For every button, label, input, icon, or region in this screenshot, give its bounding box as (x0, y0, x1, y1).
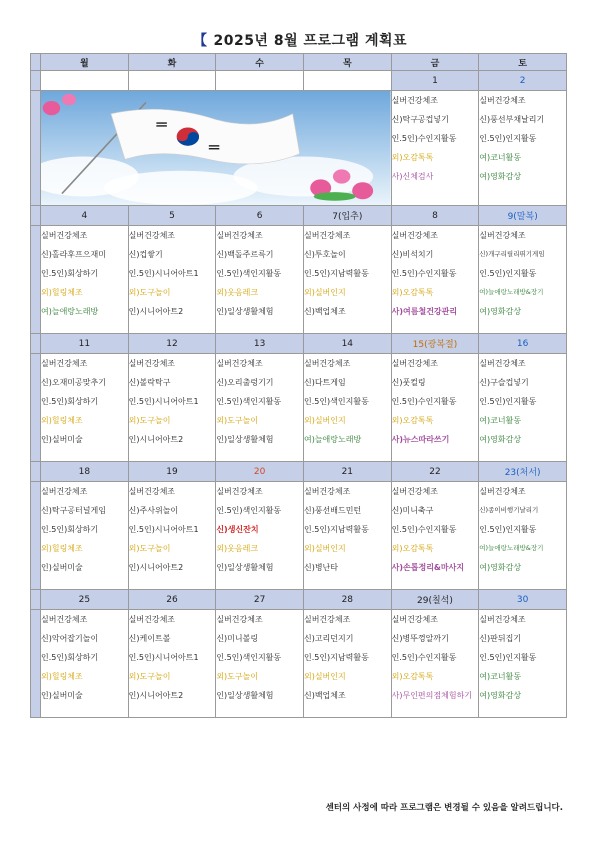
date-cell: 14 (303, 334, 391, 354)
program-item: 외)도구놀이 (128, 288, 171, 297)
program-item: 인.5인)인지활동 (479, 525, 537, 534)
program-item: 여)영화감상 (479, 307, 522, 316)
program-item: 실버건강체조 (391, 231, 438, 240)
program-item: 사)손톱정리&마사지 (391, 563, 465, 572)
week5-program-row (31, 610, 567, 718)
program-item: 외)도구놀이 (128, 672, 171, 681)
week4-date-row (31, 462, 567, 482)
program-item: 신)백돌주르륵기 (216, 250, 274, 259)
program-item: 인.5인)인지활동 (479, 653, 537, 662)
program-item: 인)실버미술 (41, 563, 83, 572)
program-item: 신)비석치기 (391, 250, 434, 259)
program-item: 신)악어잡기놀이 (41, 634, 99, 643)
title-bracket: 【 (192, 33, 208, 49)
program-item: 신)케이트볼 (128, 634, 171, 643)
date-cell-saturday: 16 (479, 334, 567, 354)
program-item: 신)고리던지기 (303, 634, 354, 643)
program-item: 인.5인)시니어아트1 (128, 397, 199, 406)
program-item: 실버건강체조 (303, 231, 351, 240)
program-item: 인)실버미술 (41, 691, 83, 700)
program-item: 사)여름철건강관리 (391, 307, 458, 316)
program-item: 외)실버인지 (303, 288, 346, 297)
program-item: 인)일상생활체험 (216, 691, 274, 700)
weekday-fri: 금 (391, 54, 479, 71)
program-item: 실버건강체조 (216, 231, 263, 240)
program-item: 인.5인)색인지활동 (303, 397, 369, 406)
week2-date-row (31, 206, 567, 226)
date-cell-saturday: 9(말복) (479, 206, 567, 226)
program-item: 신)풋컬링 (391, 378, 426, 387)
program-item: 실버건강체조 (41, 231, 88, 240)
program-item: 인)일상생활체험 (216, 563, 274, 572)
program-item: 신)풍선배드민턴 (303, 506, 362, 515)
program-item: 외)오감톡톡 (391, 416, 434, 425)
program-item: 사)무인편의점체험하기 (391, 691, 473, 700)
program-item: 실버건강체조 (303, 487, 351, 496)
program-item: 외)도구놀이 (128, 416, 171, 425)
calendar-table (30, 53, 567, 718)
program-item: 여)늘애랑노래방&장기 (479, 544, 544, 552)
program-cell (391, 226, 479, 334)
program-item: 인.5인)회상하기 (41, 525, 99, 534)
program-item: 인)실버미술 (41, 435, 83, 444)
program-cell (41, 354, 129, 462)
program-item: 사)뉴스따라쓰기 (391, 435, 450, 444)
program-item: 외)오감톡톡 (391, 544, 434, 553)
program-item: 신)병뚜껑알까기 (391, 634, 449, 643)
program-item: 인.5인)인지활동 (479, 397, 537, 406)
program-item: 실버건강체조 (391, 359, 438, 368)
footer-notice: 센터의 사정에 따라 프로그램은 변경될 수 있음을 알려드립니다. (325, 803, 563, 813)
program-item: 외)웃음레크 (216, 544, 259, 553)
program-cell (41, 482, 129, 590)
program-cell (391, 610, 479, 718)
program-cell (41, 610, 129, 718)
program-item: 신)오재미공맞추기 (41, 378, 106, 387)
program-item: 신)풍선부채날리기 (479, 115, 545, 124)
date-cell: 7(입추) (303, 206, 391, 226)
program-item: 신)오리출렁기기 (216, 378, 274, 387)
program-item: 외)힐링체조 (41, 416, 83, 425)
program-item: 신)백업체조 (303, 307, 346, 316)
program-item: 외)오감톡톡 (391, 153, 434, 162)
title-text: 2025년 8월 프로그램 계획표 (213, 33, 408, 49)
program-item: 신)다트게임 (303, 378, 346, 387)
date-cell: 12 (128, 334, 216, 354)
weekday-thu: 목 (303, 54, 391, 71)
program-item: 외)도구놀이 (128, 544, 171, 553)
program-item: 외)도구놀이 (216, 416, 259, 425)
program-item: 인.5인)지남력활동 (303, 653, 369, 662)
date-cell: 26 (128, 590, 216, 610)
week1-program-row (31, 91, 567, 206)
program-item: 여)영화감상 (479, 435, 522, 444)
program-cell (216, 354, 304, 462)
program-item: 외)힐링체조 (41, 672, 83, 681)
date-cell: 25 (41, 590, 129, 610)
program-cell (128, 226, 216, 334)
program-item: 외)오감톡톡 (391, 672, 434, 681)
program-item: 인.5인)회상하기 (41, 653, 99, 662)
program-item: 신)판뒤집기 (479, 634, 522, 643)
program-item: 신)투호놀이 (303, 250, 346, 259)
program-item: 외)웃음레크 (216, 288, 259, 297)
date-cell: 27 (216, 590, 304, 610)
program-item: 인.5인)시니어아트1 (128, 653, 199, 662)
program-item: 신)컵쌓기 (128, 250, 163, 259)
program-item: 실버건강체조 (41, 359, 88, 368)
program-item: 인.5인)회상하기 (41, 397, 99, 406)
program-item: 실버건강체조 (391, 615, 438, 624)
program-item: 신)탁구공컵넣기 (391, 115, 449, 124)
program-item: 실버건강체조 (391, 96, 438, 105)
program-item: 여)코너활동 (479, 153, 522, 162)
program-item: 인)시니어아트2 (128, 563, 184, 572)
date-cell-birthday: 20 (216, 462, 304, 482)
program-item: 여)늘애랑노래방 (303, 435, 362, 444)
date-cell: 18 (41, 462, 129, 482)
program-item: 신)홀라후프으재미 (41, 250, 106, 259)
week1-date-row (31, 71, 567, 91)
week4-program-row (31, 482, 567, 590)
program-item: 인.5인)색인지활동 (216, 506, 282, 515)
program-cell (128, 482, 216, 590)
program-item: 실버건강체조 (216, 359, 263, 368)
program-item: 인.5인)지남력활동 (303, 525, 369, 534)
program-item: 여)영화감상 (479, 691, 522, 700)
program-item: 인.5인)수인지활동 (391, 269, 457, 278)
program-item: 신)탁구공터널게임 (41, 506, 106, 515)
program-cell-sat (479, 91, 567, 206)
program-item: 인)시니어아트2 (128, 435, 184, 444)
program-item: 인.5인)인지활동 (479, 134, 537, 143)
program-item: 신)종이비행기날리기 (479, 506, 539, 514)
program-item: 인.5인)시니어아트1 (128, 269, 199, 278)
program-item: 외)힐링체조 (41, 544, 83, 553)
program-cell (479, 482, 567, 590)
program-item: 신)미니축구 (391, 506, 434, 515)
program-item: 실버건강체조 (128, 359, 176, 368)
program-item: 여)영화감상 (479, 563, 522, 572)
program-item: 인.5인)수인지활동 (391, 525, 457, 534)
weekday-wed: 수 (216, 54, 304, 71)
program-item: 실버건강체조 (303, 615, 351, 624)
date-cell: 5 (128, 206, 216, 226)
program-item: 인.5인)색인지활동 (216, 397, 282, 406)
program-item: 인.5인)회상하기 (41, 269, 99, 278)
program-item: 여)코너활동 (479, 672, 522, 681)
program-item: 인)일상생활체험 (216, 307, 274, 316)
program-item: 인)시니어아트2 (128, 307, 184, 316)
program-cell (216, 226, 304, 334)
program-item: 실버건강체조 (479, 615, 526, 624)
program-item: 외)힐링체조 (41, 288, 83, 297)
date-cell: 6 (216, 206, 304, 226)
program-item: 여)영화감상 (479, 172, 522, 181)
program-item: 인.5인)색인지활동 (216, 653, 282, 662)
program-item: 실버건강체조 (479, 96, 526, 105)
date-cell-saturday: 23(처서) (479, 462, 567, 482)
program-cell (41, 226, 129, 334)
date-cell: 11 (41, 334, 129, 354)
program-item: 외)실버인지 (303, 672, 346, 681)
program-item: 실버건강체조 (479, 231, 526, 240)
date-cell: 28 (303, 590, 391, 610)
program-item: 인.5인)수인지활동 (391, 397, 457, 406)
date-cell: 13 (216, 334, 304, 354)
program-cell (479, 226, 567, 334)
program-item: 인.5인)지남력활동 (303, 269, 369, 278)
program-item: 신)개구리릴리뛰기게임 (479, 250, 545, 258)
date-cell: 4 (41, 206, 129, 226)
program-cell (391, 482, 479, 590)
program-item: 신)주사위놀이 (128, 506, 179, 515)
program-cell (128, 610, 216, 718)
week3-program-row (31, 354, 567, 462)
program-item-birthday: 신)생신잔치 (216, 525, 259, 534)
program-cell (303, 482, 391, 590)
program-item: 신)미니볼링 (216, 634, 259, 643)
week2-program-row (31, 226, 567, 334)
program-item: 인)시니어아트2 (128, 691, 184, 700)
program-item: 인.5인)시니어아트1 (128, 525, 199, 534)
week3-date-row (31, 334, 567, 354)
weekday-mon: 월 (41, 54, 129, 71)
program-item: 여)늘애랑노래방 (41, 307, 99, 316)
date-cell-holiday: 15(광복절) (391, 334, 479, 354)
program-cell (391, 354, 479, 462)
program-item: 외)실버인지 (303, 416, 346, 425)
program-item: 사)신체검사 (391, 172, 434, 181)
week5-date-row (31, 590, 567, 610)
program-item: 실버건강체조 (391, 487, 438, 496)
flag-illustration (41, 91, 392, 206)
program-item: 외)실버인지 (303, 544, 346, 553)
program-item: 외)도구놀이 (216, 672, 259, 681)
program-cell (216, 482, 304, 590)
date-cell-saturday: 30 (479, 590, 567, 610)
program-cell (303, 354, 391, 462)
program-item: 실버건강체조 (216, 487, 263, 496)
program-cell (303, 610, 391, 718)
program-item: 인.5인)수인지활동 (391, 653, 457, 662)
page-title (0, 30, 600, 50)
date-cell (128, 71, 216, 91)
date-cell: 19 (128, 462, 216, 482)
date-cell: 8 (391, 206, 479, 226)
program-cell (216, 610, 304, 718)
program-item: 여)늘애랑노래방&장기 (479, 288, 544, 296)
program-item: 여)코너활동 (479, 416, 522, 425)
program-item: 실버건강체조 (128, 231, 176, 240)
program-item: 실버건강체조 (479, 487, 526, 496)
korean-flag-image (41, 91, 391, 205)
program-item: 인.5인)색인지활동 (216, 269, 282, 278)
date-cell: 29(칠석) (391, 590, 479, 610)
program-item: 실버건강체조 (41, 615, 88, 624)
weekday-tue: 화 (128, 54, 216, 71)
program-item: 외)오감톡톡 (391, 288, 434, 297)
program-cell-fri (391, 91, 479, 206)
date-cell: 1 (391, 71, 479, 91)
date-cell (41, 71, 129, 91)
date-cell: 22 (391, 462, 479, 482)
program-cell (479, 610, 567, 718)
program-cell (303, 226, 391, 334)
program-item: 실버건강체조 (128, 487, 176, 496)
program-item: 인.5인)수인지활동 (391, 134, 457, 143)
program-item: 신)구슬컵넣기 (479, 378, 529, 387)
weekday-sat: 토 (479, 54, 567, 71)
program-item: 신)볼락탁구 (128, 378, 171, 387)
program-item: 신)백업체조 (303, 691, 346, 700)
program-item: 실버건강체조 (128, 615, 176, 624)
program-item: 실버건강체조 (479, 359, 526, 368)
corner-cell (31, 54, 41, 71)
weekday-header-row (31, 54, 567, 71)
program-item: 인.5인)인지활동 (479, 269, 537, 278)
program-item: 인)일상생활체험 (216, 435, 274, 444)
program-cell (128, 354, 216, 462)
program-item: 실버건강체조 (303, 359, 351, 368)
program-cell (479, 354, 567, 462)
date-cell (303, 71, 391, 91)
program-item: 실버건강체조 (41, 487, 88, 496)
date-cell: 21 (303, 462, 391, 482)
program-item: 신)병난타 (303, 563, 339, 572)
date-cell (216, 71, 304, 91)
program-item: 실버건강체조 (216, 615, 263, 624)
date-cell-saturday: 2 (479, 71, 567, 91)
